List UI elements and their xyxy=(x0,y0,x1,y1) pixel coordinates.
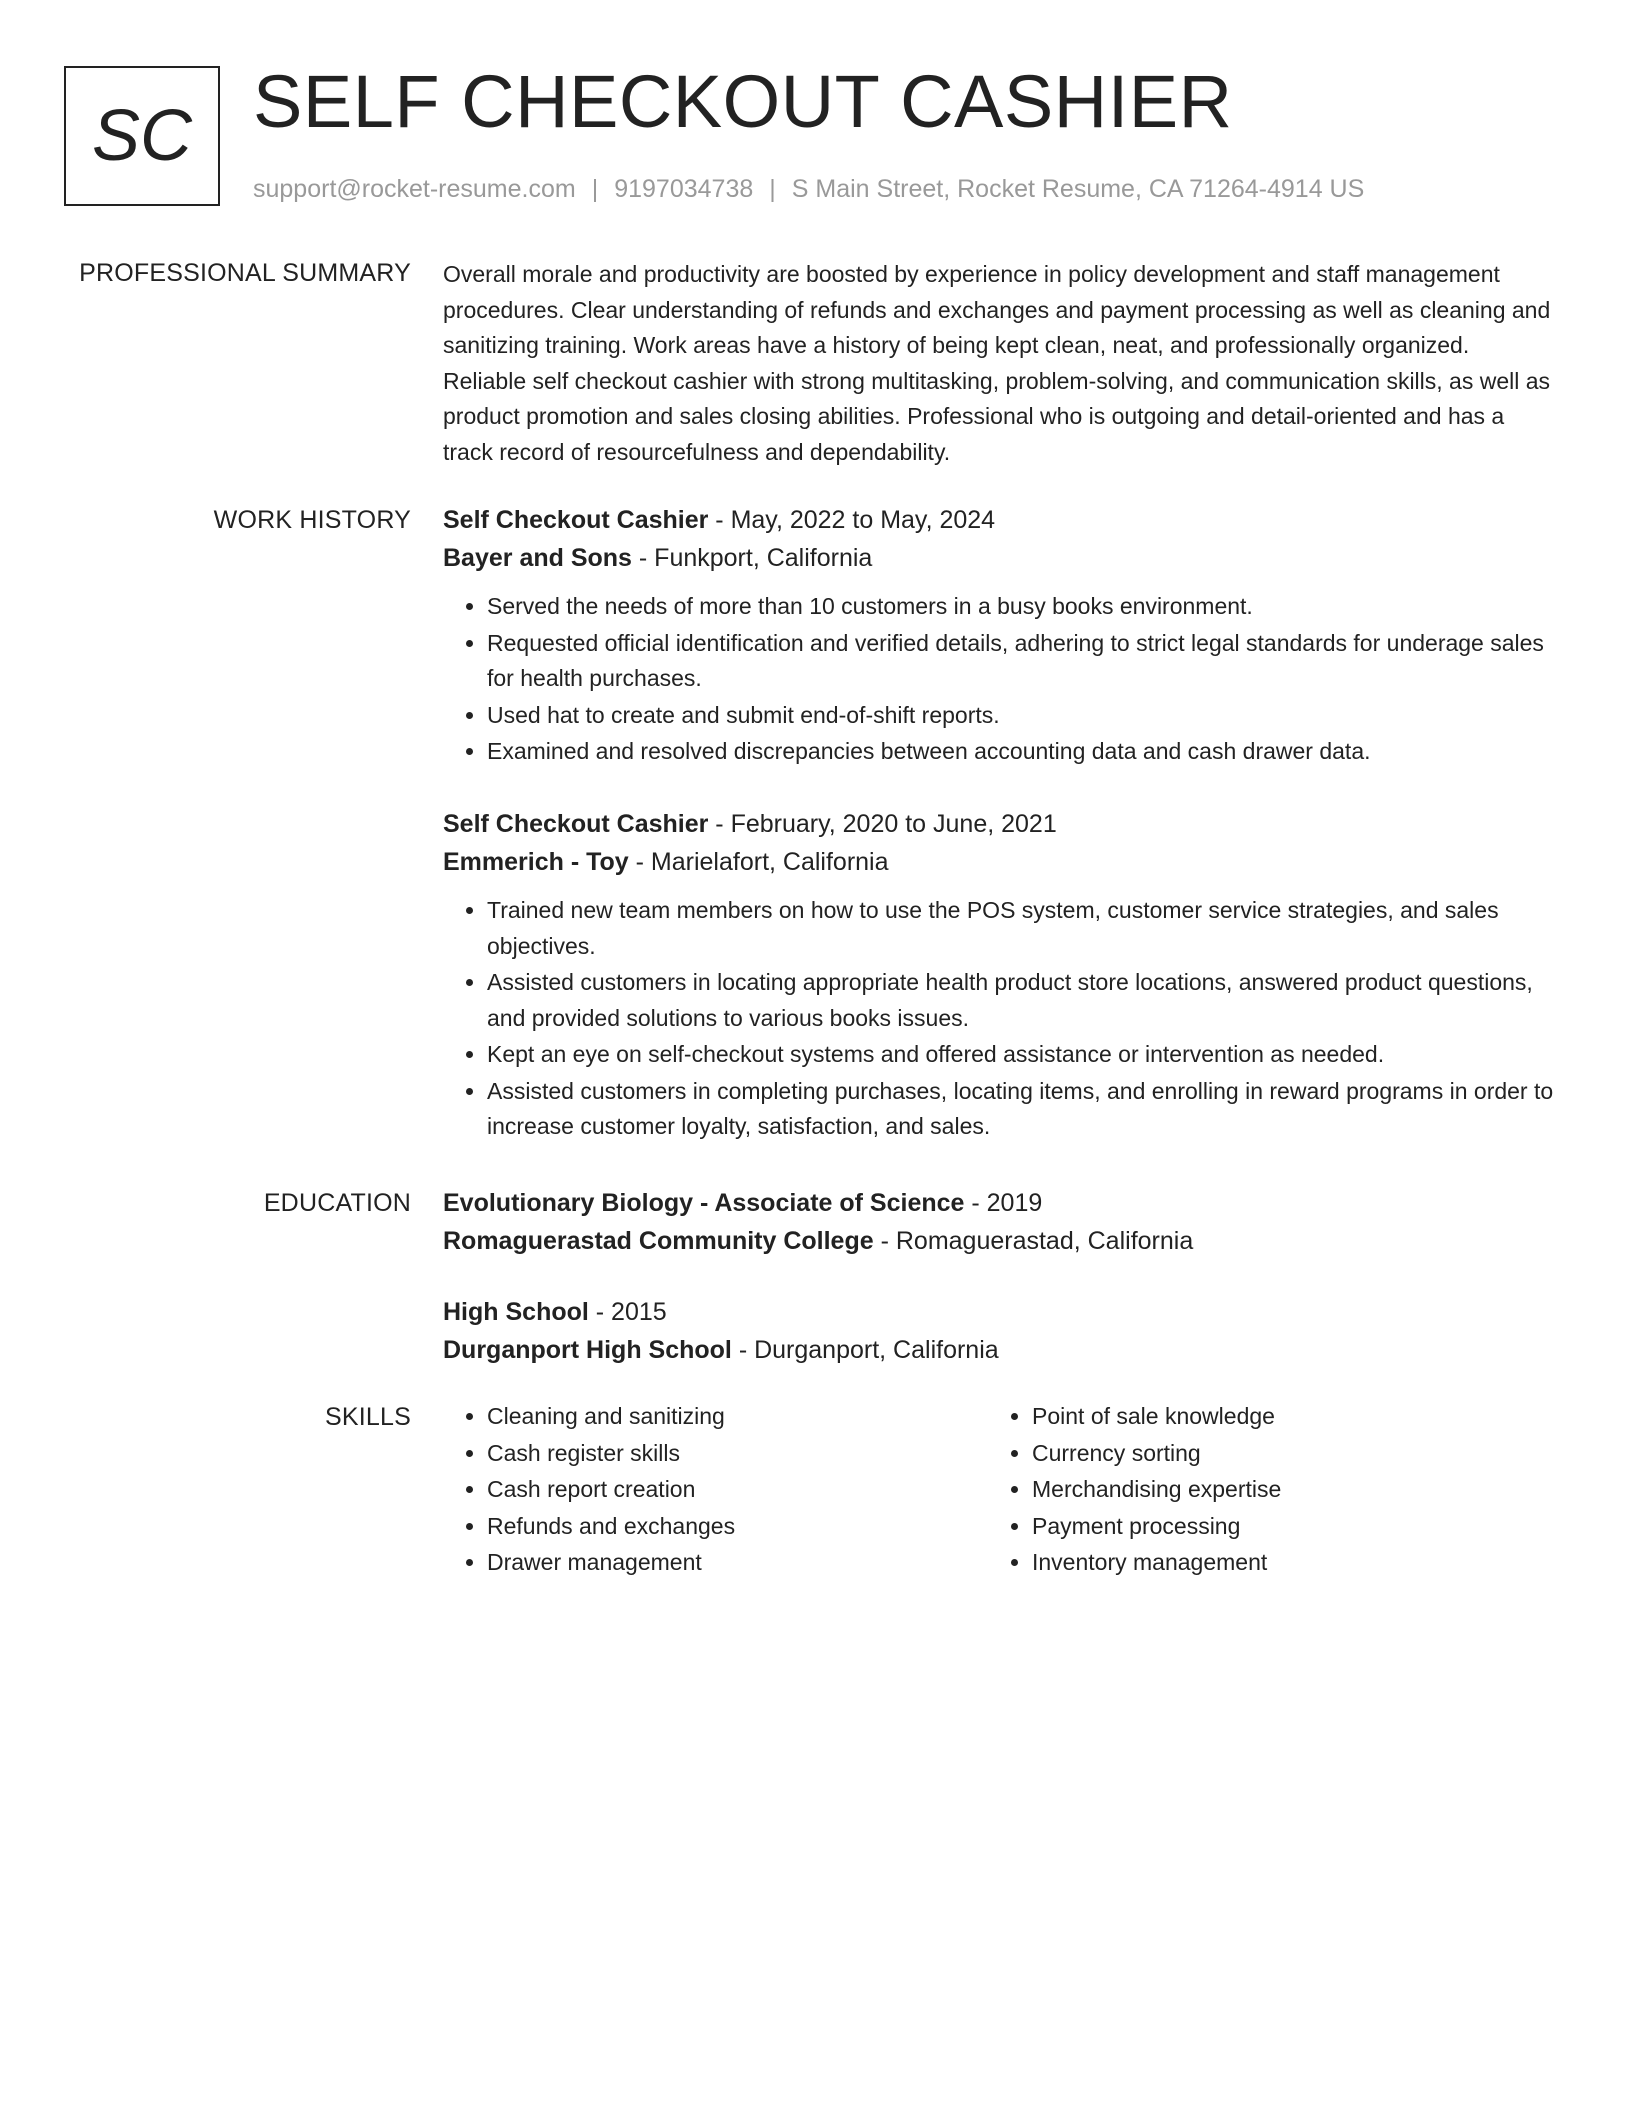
education-degree: Evolutionary Biology - Associate of Science xyxy=(443,1189,965,1217)
section-label-education: EDUCATION xyxy=(263,1189,411,1217)
education-entry xyxy=(443,1184,1555,1260)
job-bullet: • Served the needs of more than 10 customers in a busy books environment. xyxy=(487,589,1555,625)
job-entry xyxy=(443,501,1555,771)
contact-address: S Main Street, Rocket Resume, CA 71264-4914 US xyxy=(791,175,1365,203)
job-title-line xyxy=(443,501,1555,539)
education-year: - 2019 xyxy=(964,1189,1043,1217)
education-entry xyxy=(443,1293,1555,1369)
skills-body xyxy=(443,1399,1555,1582)
job-title: Self Checkout Cashier xyxy=(443,506,709,534)
skills-column-right xyxy=(988,1399,1533,1582)
job-bullet: • Examined and resolved discrepancies between accounting data and cash drawer data. xyxy=(487,734,1555,770)
initials-monogram xyxy=(64,66,220,206)
job-title: Self Checkout Cashier xyxy=(443,810,709,838)
contact-line xyxy=(253,172,1364,206)
skill-item: • Refunds and exchanges xyxy=(487,1509,988,1545)
skill-item: • Merchandising expertise xyxy=(1032,1472,1533,1508)
job-bullet: • Assisted customers in completing purchases, locating items, and enrolling in reward programs in order to increase customer loyalty, satisfaction, and sales. xyxy=(487,1074,1555,1145)
job-bullets xyxy=(443,893,1555,1145)
contact-phone: 9197034738 xyxy=(614,175,754,203)
skill-item: • Inventory management xyxy=(1032,1545,1533,1581)
education-year: - 2015 xyxy=(588,1298,667,1326)
job-company: Bayer and Sons xyxy=(443,544,632,572)
job-dates: - May, 2022 to May, 2024 xyxy=(708,506,996,534)
contact-separator: | xyxy=(769,175,776,203)
job-location: - Marielafort, California xyxy=(628,848,889,876)
job-bullet: • Trained new team members on how to use the POS system, customer service strategies, and sales objectives. xyxy=(487,893,1555,964)
job-company-line xyxy=(443,539,1555,577)
section-label-skills: SKILLS xyxy=(325,1403,411,1431)
section-label-summary: PROFESSIONAL SUMMARY xyxy=(79,259,411,287)
job-dates: - February, 2020 to June, 2021 xyxy=(708,810,1057,838)
summary-body xyxy=(443,257,1555,470)
resume-name: SELF CHECKOUT CASHIER xyxy=(253,60,1233,143)
job-bullet: • Used hat to create and submit end-of-shift reports. xyxy=(487,698,1555,734)
job-company-line xyxy=(443,843,1555,881)
skills-list-left xyxy=(443,1399,988,1581)
skill-item: • Payment processing xyxy=(1032,1509,1533,1545)
skill-item: • Currency sorting xyxy=(1032,1436,1533,1472)
job-bullet: • Assisted customers in locating appropriate health product store locations, answered product questions, and provided solutions to various books issues. xyxy=(487,965,1555,1036)
skill-item: • Point of sale knowledge xyxy=(1032,1399,1533,1435)
education-location: - Durganport, California xyxy=(731,1336,999,1364)
education-degree-line xyxy=(443,1293,1555,1331)
skill-item: • Cleaning and sanitizing xyxy=(487,1399,988,1435)
section-label-work-history: WORK HISTORY xyxy=(213,506,411,534)
job-location: - Funkport, California xyxy=(631,544,873,572)
summary-text: Overall morale and productivity are boosted by experience in policy development and staff management procedures. Clear understanding of refunds and exchanges and payment processing as well as cleaning and sanitizing training. Work areas have a history of being kept clean, neat, and professionally organized. Reliable self checkout cashier with strong multitasking, problem-solving, and communication skills, as well as product promotion and sales closing abilities. Professional who is outgoing and detail-oriented and has a track record of resourcefulness and dependability. xyxy=(443,261,1551,465)
education-location: - Romaguerastad, California xyxy=(873,1227,1194,1255)
education-school-line xyxy=(443,1222,1555,1260)
education-degree-line xyxy=(443,1184,1555,1222)
skills-list-right xyxy=(988,1399,1533,1581)
job-bullet: • Kept an eye on self-checkout systems and offered assistance or intervention as needed. xyxy=(487,1037,1555,1073)
job-company: Emmerich - Toy xyxy=(443,848,629,876)
education-school-line xyxy=(443,1331,1555,1369)
skill-item: • Drawer management xyxy=(487,1545,988,1581)
contact-separator: | xyxy=(591,175,599,203)
contact-email: support@rocket-resume.com xyxy=(253,175,576,203)
job-title-line xyxy=(443,805,1555,843)
job-entry xyxy=(443,805,1555,1146)
skills-columns xyxy=(443,1399,1555,1582)
skill-item: • Cash register skills xyxy=(487,1436,988,1472)
job-bullet: • Requested official identification and verified details, adhering to strict legal standards for underage sales for health purchases. xyxy=(487,626,1555,697)
job-bullets xyxy=(443,589,1555,770)
skill-item: • Cash report creation xyxy=(487,1472,988,1508)
skills-column-left xyxy=(443,1399,988,1582)
education-school: Romaguerastad Community College xyxy=(443,1227,874,1255)
education-school: Durganport High School xyxy=(443,1336,732,1364)
initials-text: SC xyxy=(91,96,193,176)
education-degree: High School xyxy=(443,1298,589,1326)
